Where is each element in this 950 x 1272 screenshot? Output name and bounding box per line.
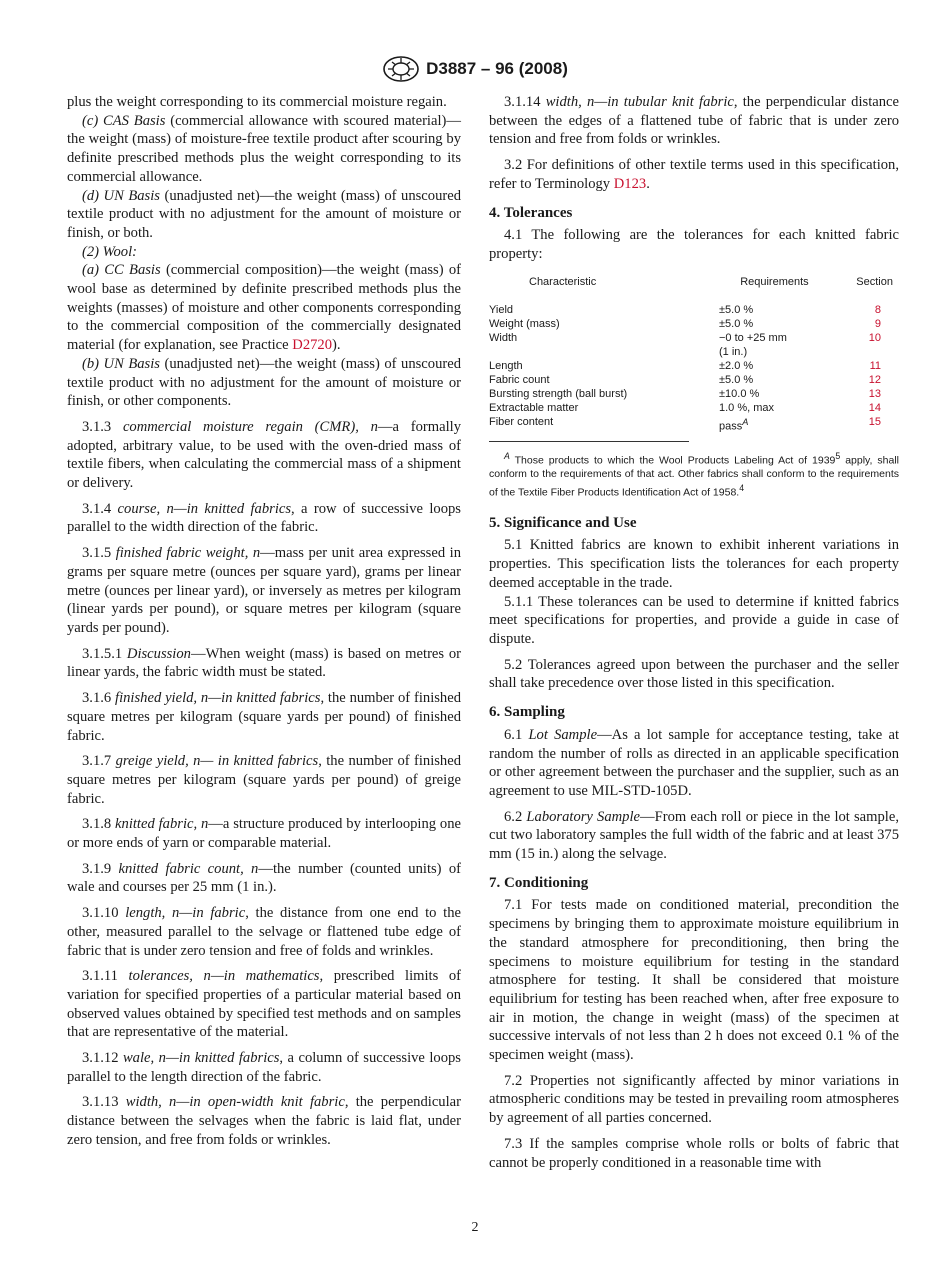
section-link[interactable]: 8 bbox=[874, 303, 881, 316]
definition: 3.1.3 commercial moisture regain (CMR), n—a formally adopted, arbitrary value, to be used with the oven-dried mass of textile fibers, when calculating the commercial mass of a shipment or delivery. bbox=[67, 418, 461, 492]
definition: 3.1.9 knitted fabric count, n—the number (counted units) of wale and courses per 25 mm (1 in.). bbox=[67, 860, 461, 896]
astm-logo-icon bbox=[382, 55, 420, 83]
paragraph: 3.2 For definitions of other textile terms used in this specification, refer to Terminology D123. bbox=[489, 157, 899, 192]
definition: 3.1.5 finished fabric weight, n—mass per unit area expressed in grams per square metre (ounces per square yard), grams per linear metre (ounces per linear yard), or inversely as metres per kilogram (linear yards per pound), or square metres per kilogram (square yards per pound). bbox=[67, 545, 461, 636]
column-header: Requirements bbox=[740, 275, 809, 288]
section-heading: 5. Significance and Use bbox=[489, 514, 637, 531]
section-heading: 6. Sampling bbox=[489, 704, 565, 721]
table-row: Weight (mass) ±5.0 % 9 bbox=[489, 317, 899, 331]
definition: 3.1.5.1 Discussion—When weight (mass) is based on metres or linear yards, the fabric width must be stated. bbox=[67, 645, 462, 681]
tolerance-table bbox=[489, 268, 899, 434]
definition: 3.1.4 course, n—in knitted fabrics, a row of successive loops parallel to the width direction of the fabric. bbox=[67, 500, 461, 536]
paragraph: 5.1 Knitted fabrics are known to exhibit inherent variations in properties. This specification lists the tolerances for each property deemed acceptable in the trade. bbox=[489, 537, 899, 591]
paragraph: 6.2 Laboratory Sample—From each roll or piece in the lot sample, cut two laboratory samples the full width of the fabric and at least 375 mm (15 in.) along the selvage. bbox=[489, 808, 899, 863]
column-header: Section bbox=[856, 275, 893, 288]
paragraph: 7.2 Properties not significantly affected by minor variations in atmospheric conditions may be tested in prevailing room atmospheres by agreement of all parties concerned. bbox=[489, 1072, 899, 1127]
table-row: Extractable matter 1.0 %, max 14 bbox=[489, 401, 899, 415]
table-row: Fabric count ±5.0 % 12 bbox=[489, 373, 899, 387]
column-header: Characteristic bbox=[529, 275, 597, 288]
paragraph: 7.3 If the samples comprise whole rolls or bolts of fabric that cannot be properly conditioned in a reasonable time with bbox=[489, 1135, 899, 1171]
definition: 3.1.14 width, n—in tubular knit fabric, the perpendicular distance between the edges of a flattened tube of fabric that is under zero tension and free from folds or wrinkles. bbox=[489, 94, 899, 148]
definition: 3.1.8 knitted fabric, n—a structure produced by interlooping one or more ends of yarn or comparable material. bbox=[67, 816, 461, 852]
paragraph: (d) UN Basis (unadjusted net)—the weight (mass) of unscoured textile product with no adjustment for the amount of moisture or finish, or both. bbox=[67, 187, 461, 241]
section-link[interactable]: 12 bbox=[868, 373, 881, 386]
section-link[interactable]: 11 bbox=[869, 359, 881, 372]
definition: 3.1.13 width, n—in open-width knit fabric, the perpendicular distance between the selvages when the fabric is laid flat, under zero tension, and free from folds or wrinkles. bbox=[67, 1094, 461, 1148]
section-heading: 7. Conditioning bbox=[489, 874, 589, 891]
table-row: Length ±2.0 % 11 bbox=[489, 359, 899, 373]
left-column bbox=[67, 93, 461, 1150]
paragraph: (c) CAS Basis (commercial allowance with scoured material)—the weight (mass) of moisture-free textile product after scouring by definite prescribed methods plus the weight corresponding to its commercial allowance. bbox=[67, 112, 461, 185]
section-link[interactable]: 14 bbox=[868, 401, 881, 414]
table-row: Fiber content pass$^A$ 15 bbox=[489, 415, 899, 434]
section-link[interactable]: 9 bbox=[874, 317, 881, 330]
document-id: D3887 – 96 (2008) bbox=[426, 59, 568, 78]
footnote-divider bbox=[489, 441, 689, 442]
right-column bbox=[489, 93, 899, 1172]
table-row: Bursting strength (ball burst) ±10.0 % 13 bbox=[489, 387, 899, 401]
reference-link[interactable]: D2720 bbox=[292, 337, 333, 354]
paragraph: 4.1 The following are the tolerances for each knitted fabric property: bbox=[489, 227, 899, 262]
paragraph: (b) UN Basis (unadjusted net)—the weight (mass) of unscoured textile product with no adjustment for the amount of moisture or finish, or other components. bbox=[67, 355, 461, 410]
paragraph: 5.2 Tolerances agreed upon between the purchaser and the seller shall take precedence over those listed in this specification. bbox=[489, 656, 899, 692]
definition: 3.1.10 length, n—in fabric, the distance from one end to the other, measured parallel to the selvage or flattened tube edge of fabric that is under zero tension and free of folds and wrinkles. bbox=[67, 905, 461, 959]
section-link[interactable]: 10 bbox=[868, 331, 881, 344]
section-link[interactable]: 13 bbox=[868, 387, 881, 400]
definition: 3.1.12 wale, n—in knitted fabrics, a column of successive loops parallel to the length direction of the fabric. bbox=[67, 1050, 461, 1085]
paragraph: (a) CC Basis (commercial composition)—the weight (mass) of wool base as determined by definite prescribed methods plus the weights (masses) of moisture and other components corresponding to the commercial composition of the commercially designated material (for explanation, see Practice D2720). bbox=[67, 262, 462, 354]
definition: 3.1.11 tolerances, n—in mathematics, prescribed limits of variation for specified properties of a particular material based on observed values obtained by specified test methods and on samples that are representative of the material. bbox=[67, 968, 462, 1041]
reference-link[interactable]: D123 bbox=[613, 175, 647, 192]
table-row: Yield ±5.0 % 8 bbox=[489, 303, 899, 317]
paragraph: (2) Wool: bbox=[82, 243, 137, 260]
paragraph: 7.1 For tests made on conditioned material, precondition the specimens by bringing them to approximate moisture equilibrium in the standard atmosphere for preconditioning, then bring the specimens to moisture equilibrium for testing in the standard atmosphere for testing. It shall be considered that moisture equilibrium for testing has been reached when, after free exposure to air in motion, the change in weight (mass) of the specimen at successive intervals of not less than 2 h does not exceed 0.1 % of the specimen weight (mass). bbox=[489, 897, 899, 1064]
page-number: 2 bbox=[471, 1220, 479, 1235]
paragraph: plus the weight corresponding to its commercial moisture regain. bbox=[67, 94, 447, 110]
table-row: Width −0 to +25 mm (1 in.) 10 bbox=[489, 331, 899, 359]
definition: 3.1.6 finished yield, n—in knitted fabrics, the number of finished square metres per kilogram (square yards per pound) of finished fabric. bbox=[67, 690, 461, 744]
page-header bbox=[0, 54, 950, 84]
paragraph: 6.1 Lot Sample—As a lot sample for acceptance testing, take at random the number of rolls as directed in an applicable specification or other agreement between the purchaser and the supplier, such as an agreement to use MIL-STD-105D. bbox=[489, 726, 900, 799]
section-link[interactable]: 15 bbox=[868, 415, 881, 428]
paragraph: 5.1.1 These tolerances can be used to determine if knitted fabrics meet specifications for properties, and provide a guide in case of dispute. bbox=[489, 593, 899, 647]
table-footnote: $^A$ Those products to which the Wool Products Labeling Act of 1939$^5$ apply, shall conform to the requirements of that act. Other fabrics shall conform to the requirements of the Textile Fiber Products Identification Act of 1958.$^4$ bbox=[489, 451, 899, 499]
definition: 3.1.7 greige yield, n— in knitted fabrics, the number of finished square metres per kilogram (square yards per pound) of greige fabric. bbox=[67, 753, 462, 807]
section-heading: 4. Tolerances bbox=[489, 204, 573, 221]
